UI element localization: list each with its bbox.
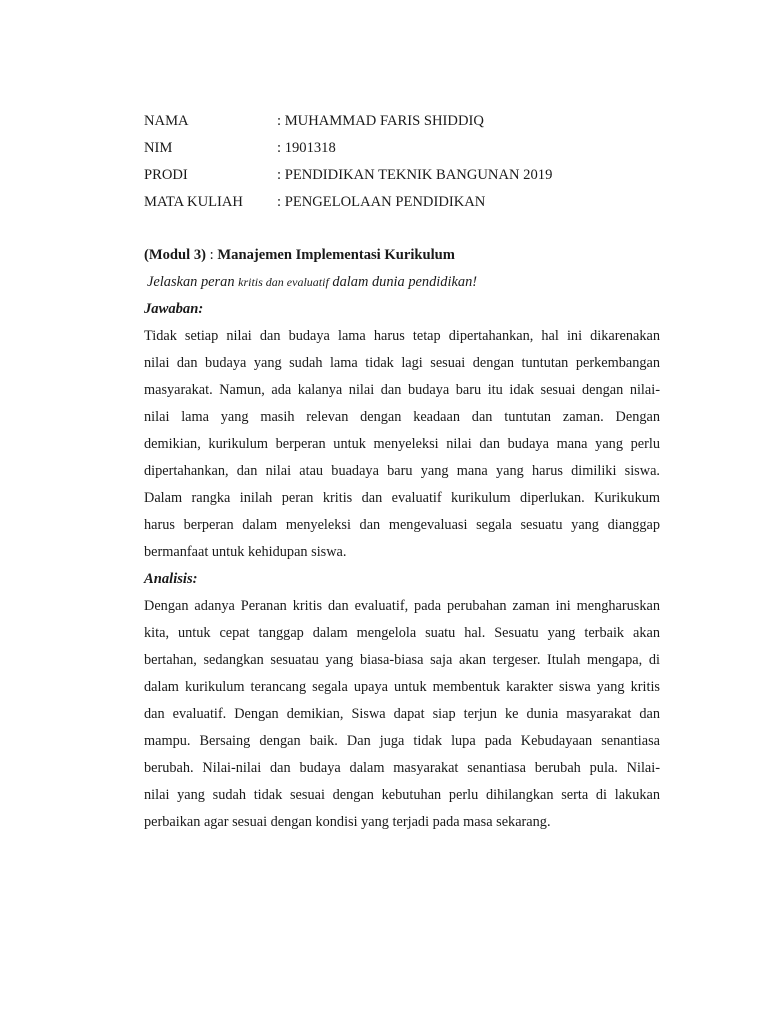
answer-line: nilai lama yang masih relevan dengan keadaan dan tuntutan zaman. Dengan: [144, 409, 660, 425]
analysis-line: nilai yang sudah tidak sesuai dengan kebutuhan perlu dihilangkan serta di lakukan: [144, 787, 660, 803]
document-page: [144, 108, 660, 836]
answer-paragraph: [144, 323, 660, 566]
identity-label: NIM: [144, 140, 173, 156]
analysis-line: perbaikan agar sesuai dengan kondisi yang terjadi pada masa sekarang.: [144, 814, 551, 830]
question-text: [144, 269, 660, 296]
module-heading: [144, 242, 660, 269]
analysis-paragraph: [144, 593, 660, 836]
identity-row-nim: [144, 135, 660, 162]
answer-line: Tidak setiap nilai dan budaya lama harus tetap dipertahankan, hal ini dikarenakan: [144, 328, 660, 344]
question-part-1: Jelaskan peran: [147, 274, 239, 290]
answer-line: demikian, kurikulum berperan untuk menyeleksi nilai dan budaya mana yang perlu: [144, 436, 660, 452]
analysis-line: Dengan adanya Peranan kritis dan evaluatif, pada perubahan zaman ini mengharuskan: [144, 598, 660, 614]
identity-row-prodi: [144, 162, 660, 189]
identity-row-nama: [144, 108, 660, 135]
analysis-line: bertahan, sedangkan sesuatau yang biasa-biasa saja akan tergeser. Itulah mengapa, di: [144, 652, 660, 668]
answer-line: bermanfaat untuk kehidupan siswa.: [144, 544, 347, 560]
analysis-line: berubah. Nilai-nilai dan budaya dalam masyarakat senantiasa berubah pula. Nilai-: [144, 760, 660, 776]
identity-label: NAMA: [144, 113, 189, 129]
identity-row-mata-kuliah: [144, 189, 660, 216]
module-separator: :: [206, 247, 218, 263]
identity-value: : 1901318: [277, 140, 336, 156]
module-label: (Modul 3): [144, 247, 207, 263]
question-part-2: kritis dan evaluatif: [238, 275, 329, 289]
question-part-3: dalam dunia pendidikan!: [328, 274, 478, 290]
analysis-line: kita, untuk cepat tanggap dalam mengelola suatu hal. Sesuatu yang terbaik akan: [144, 625, 660, 641]
answer-line: harus berperan dalam menyeleksi dan mengevaluasi segala sesuatu yang dianggap: [144, 517, 660, 533]
answer-line: Dalam rangka inilah peran kritis dan evaluatif kurikulum diperlukan. Kurikukum: [144, 490, 660, 506]
module-title: Manajemen Implementasi Kurikulum: [217, 247, 455, 263]
identity-label: MATA KULIAH: [144, 194, 243, 210]
identity-value: : MUHAMMAD FARIS SHIDDIQ: [277, 113, 484, 129]
identity-table: [144, 108, 660, 216]
analysis-line: mampu. Bersaing dengan baik. Dan juga tidak lupa pada Kebudayaan senantiasa: [144, 733, 660, 749]
answer-line: dipertahankan, dan nilai atau buadaya baru yang mana yang harus dimiliki siswa.: [144, 463, 660, 479]
identity-value: : PENGELOLAAN PENDIDIKAN: [277, 194, 486, 210]
analysis-line: dalam kurikulum terancang segala upaya untuk membentuk karakter siswa yang kritis: [144, 679, 660, 695]
answer-line: masyarakat. Namun, ada kalanya nilai dan budaya baru itu idak sesuai dengan nilai-: [144, 382, 660, 398]
answer-line: nilai dan budaya yang sudah lama tidak lagi sesuai dengan tuntutan perkembangan: [144, 355, 660, 371]
analysis-heading: Analisis:: [144, 571, 198, 587]
identity-value: : PENDIDIKAN TEKNIK BANGUNAN 2019: [277, 167, 553, 183]
analysis-line: dan evaluatif. Dengan demikian, Siswa dapat siap terjun ke dunia masyarakat dan: [144, 706, 660, 722]
identity-label: PRODI: [144, 167, 188, 183]
answer-heading: Jawaban:: [144, 301, 204, 317]
